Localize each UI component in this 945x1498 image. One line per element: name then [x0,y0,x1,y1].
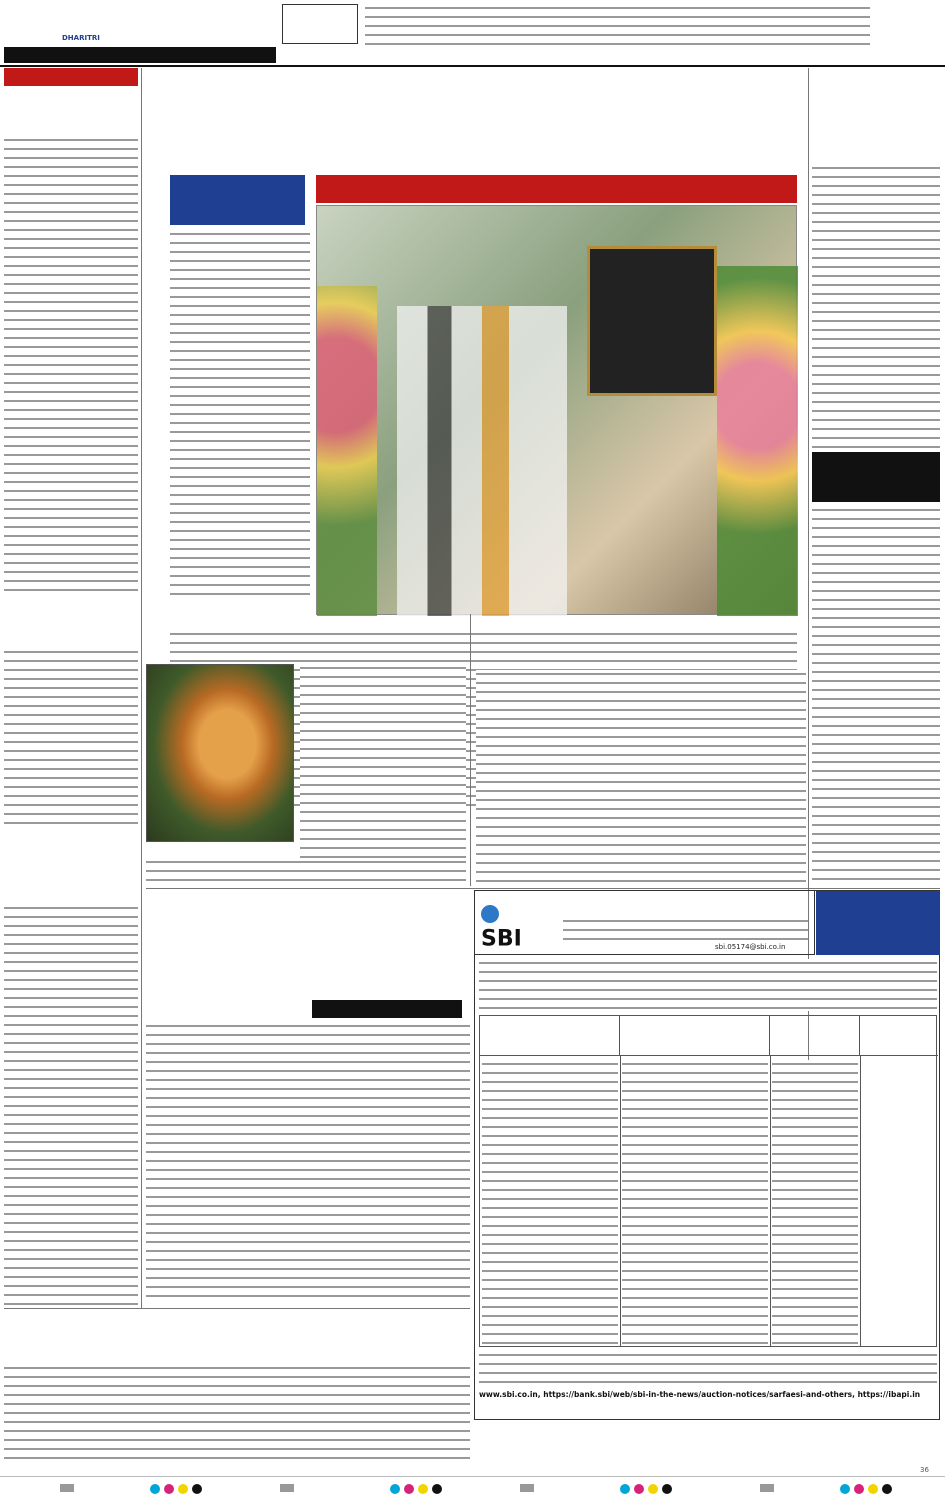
registration-mark [520,1484,534,1492]
registration-dot-black [662,1484,672,1494]
left-column-rule [141,68,142,1308]
sbi-table-head-3 [770,1016,860,1056]
photo-floral-right [717,266,798,616]
left-story3-title-line2 [4,878,138,902]
registration-dot-black [882,1484,892,1494]
sbi-table-col3 [772,1060,858,1344]
jail-body [4,1364,470,1464]
registration-dot-magenta [164,1484,174,1494]
sbi-table-rule [860,1056,861,1346]
sbi-table [479,1015,937,1347]
registration-dot-black [192,1484,202,1494]
tiger-caption [146,844,294,856]
masthead-brief-text [365,4,870,46]
left-story2-title [4,600,138,646]
sbi-table-col4 [862,1060,936,1344]
sbi-table-col2 [622,1060,768,1344]
left-story1-body [4,136,138,598]
registration-dot-yellow [868,1484,878,1494]
sbi-signature [805,1405,935,1419]
registration-dot-cyan [390,1484,400,1494]
logo [8,4,118,36]
sbi-ad [474,890,940,1420]
sbi-header [475,891,815,955]
section-header-briefs [4,68,138,86]
sbi-title-line1 [816,891,940,895]
masthead-brief-box [282,4,358,44]
budget-session-box [312,1000,462,1018]
page-number [895,2,935,40]
lead-photo [316,205,797,615]
logo-subtitle: DHARITRI [62,34,100,42]
left-story3-body [4,904,138,1308]
tiger-rule [470,614,471,886]
registration-dot-yellow [418,1484,428,1494]
masthead-rule [0,65,945,67]
registration-dot-cyan [840,1484,850,1494]
drown-headline [476,622,806,666]
left-story2-body [4,648,138,828]
registration-mark [280,1484,294,1492]
sbi-bank-name [563,895,803,915]
registration-dot-magenta [404,1484,414,1494]
registration-dot-black [432,1484,442,1494]
right-story2-body [812,506,940,886]
registration-dot-yellow [178,1484,188,1494]
mp-headline-line2 [146,926,470,982]
sbi-notes [479,1351,937,1387]
tiger-headline [146,614,464,662]
drown-body [476,670,806,886]
tiger-body-right [300,664,466,859]
sbi-table-rule [770,1056,771,1346]
date-line [4,47,276,63]
sbi-logo [481,901,541,952]
lead-banner [316,175,797,203]
photo-floral-left [317,286,377,616]
jail-headline [4,1312,470,1360]
sbi-logo-icon [481,905,499,923]
registration-dot-magenta [634,1484,644,1494]
sbi-date-place [479,1405,629,1419]
sbi-address [563,917,808,941]
left-story1-title [4,88,138,134]
right-story1-body [812,164,940,448]
registration-dot-magenta [854,1484,864,1494]
sbi-table-col1 [482,1060,618,1344]
lead-subhead-box [170,175,305,225]
sbi-table-head-1 [480,1016,620,1056]
bottom-rule [4,1308,470,1309]
sbi-table-rule [620,1056,621,1346]
left-story3-title [4,832,138,878]
registration-dot-cyan [150,1484,160,1494]
registration-mark [60,1484,74,1492]
right-story2-box [812,452,940,502]
registration-dot-yellow [648,1484,658,1494]
sbi-table-head-4 [860,1016,938,1056]
sbi-title-box [816,891,940,955]
lead-body-col1 [170,230,310,595]
sbi-website[interactable]: www.sbi.co.in, https://bank.sbi/web/sbi-in-the-news/auction-notices/sarfaesi-and-others, https://ibapi.in [479,1390,921,1399]
right-story1-title [812,84,940,148]
registration-mark [760,1484,774,1492]
mp-headline [146,870,470,926]
registration-dot-cyan [620,1484,630,1494]
mp-body [146,1022,470,1304]
sbi-intro-text [479,959,937,1011]
photo-people [397,306,567,616]
sbi-logo-text: SBI [481,926,522,952]
page-code: 36 [920,1466,929,1474]
sbi-table-head-2 [620,1016,770,1056]
sbi-email: sbi.05174@sbi.co.in [715,943,786,951]
footer-rule [0,1476,945,1477]
tiger-photo [146,664,294,842]
lead-headline [146,84,806,146]
photo-plaque [587,246,717,396]
masthead [0,0,945,44]
